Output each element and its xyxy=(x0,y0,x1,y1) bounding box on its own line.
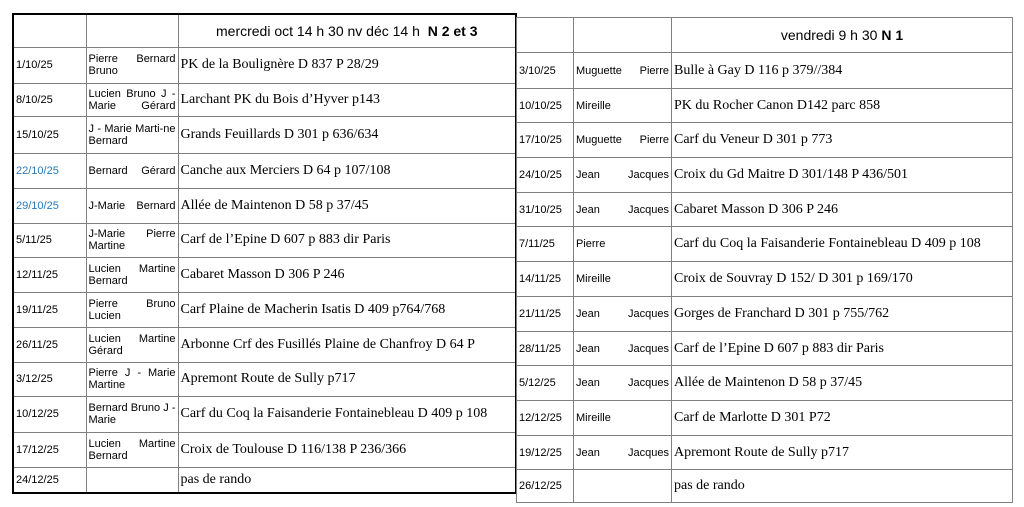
names-cell: Lucien Martine Bernard xyxy=(86,257,178,292)
date-cell: 22/10/25 xyxy=(13,153,86,188)
names-cell: Jean Jacques xyxy=(574,436,672,470)
location-cell: Canche aux Merciers D 64 p 107/108 xyxy=(178,153,516,188)
names-cell: Jean Jacques xyxy=(574,158,672,193)
location-cell: Cabaret Masson D 306 P 246 xyxy=(178,257,516,292)
location-cell: Gorges de Franchard D 301 p 755/762 xyxy=(672,297,1013,332)
table-row xyxy=(13,153,516,188)
location-cell: PK de la Boulignère D 837 P 28/29 xyxy=(178,47,516,83)
friday-schedule-table xyxy=(516,17,1013,503)
names-cell xyxy=(574,470,672,503)
header-blank-cell xyxy=(517,18,574,53)
date-cell: 15/10/25 xyxy=(13,116,86,153)
table-row xyxy=(13,188,516,223)
date-cell: 8/10/25 xyxy=(13,83,86,116)
location-cell: Carf de l’Epine D 607 p 883 dir Paris xyxy=(178,223,516,257)
names-cell: Bernard Gérard xyxy=(86,153,178,188)
table-row xyxy=(13,327,516,362)
date-cell: 26/11/25 xyxy=(13,327,86,362)
location-cell: Carf Plaine de Macherin Isatis D 409 p764/768 xyxy=(178,292,516,327)
date-cell: 21/11/25 xyxy=(517,297,574,332)
date-cell: 31/10/25 xyxy=(517,193,574,227)
location-cell: pas de rando xyxy=(178,467,516,493)
names-cell: Pierre J - Marie Martine xyxy=(86,362,178,396)
table-row xyxy=(13,116,516,153)
table-row xyxy=(517,366,1013,401)
date-cell: 3/12/25 xyxy=(13,362,86,396)
location-cell: Apremont Route de Sully p717 xyxy=(672,436,1013,470)
date-cell: 5/11/25 xyxy=(13,223,86,257)
table-row xyxy=(517,297,1013,332)
names-cell: J-Marie Pierre Martine xyxy=(86,223,178,257)
location-cell: Larchant PK du Bois d’Hyver p143 xyxy=(178,83,516,116)
table-row xyxy=(517,262,1013,297)
table-row xyxy=(517,227,1013,262)
table-row xyxy=(517,89,1013,123)
table-row xyxy=(517,53,1013,89)
location-cell: Cabaret Masson D 306 P 246 xyxy=(672,193,1013,227)
names-cell: Jean Jacques xyxy=(574,297,672,332)
names-cell: Lucien Bruno J -Marie Gérard xyxy=(86,83,178,116)
location-cell: Carf de Marlotte D 301 P72 xyxy=(672,401,1013,436)
table-row xyxy=(13,432,516,467)
names-cell: Jean Jacques xyxy=(574,193,672,227)
names-cell: Pierre Bernard Bruno xyxy=(86,47,178,83)
date-cell: 19/11/25 xyxy=(13,292,86,327)
table-row xyxy=(13,257,516,292)
names-cell: Pierre Bruno Lucien xyxy=(86,292,178,327)
names-cell: Lucien Martine Gérard xyxy=(86,327,178,362)
date-cell: 14/11/25 xyxy=(517,262,574,297)
header-blank-cell xyxy=(13,14,86,47)
date-cell: 1/10/25 xyxy=(13,47,86,83)
names-cell: Jean Jacques xyxy=(574,332,672,366)
location-cell: Carf de l’Epine D 607 p 883 dir Paris xyxy=(672,332,1013,366)
date-cell: 10/12/25 xyxy=(13,396,86,432)
location-cell: Apremont Route de Sully p717 xyxy=(178,362,516,396)
names-cell: Muguette Pierre xyxy=(574,123,672,158)
names-cell: Lucien Martine Bernard xyxy=(86,432,178,467)
location-cell: Croix du Gd Maitre D 301/148 P 436/501 xyxy=(672,158,1013,193)
location-cell: Carf du Coq la Faisanderie Fontainebleau D 409 p 108 xyxy=(178,396,516,432)
header-blank-cell xyxy=(574,18,672,53)
table-row xyxy=(13,362,516,396)
table-row xyxy=(13,292,516,327)
names-cell: Jean Jacques xyxy=(574,366,672,401)
location-cell: Croix de Toulouse D 116/138 P 236/366 xyxy=(178,432,516,467)
date-cell: 7/11/25 xyxy=(517,227,574,262)
table-row xyxy=(13,83,516,116)
date-cell: 24/12/25 xyxy=(13,467,86,493)
location-cell: Bulle à Gay D 116 p 379//384 xyxy=(672,53,1013,89)
location-cell: Allée de Maintenon D 58 p 37/45 xyxy=(178,188,516,223)
table-row xyxy=(517,332,1013,366)
date-cell: 24/10/25 xyxy=(517,158,574,193)
table-row xyxy=(517,401,1013,436)
table-row xyxy=(517,193,1013,227)
date-cell: 29/10/25 xyxy=(13,188,86,223)
names-cell: Mireille xyxy=(574,401,672,436)
location-cell: Allée de Maintenon D 58 p 37/45 xyxy=(672,366,1013,401)
date-cell: 10/10/25 xyxy=(517,89,574,123)
table-row xyxy=(13,396,516,432)
location-cell: Grands Feuillards D 301 p 636/634 xyxy=(178,116,516,153)
table-row xyxy=(13,467,516,493)
table-header-row xyxy=(13,14,516,47)
friday-header: vendredi 9 h 30 N 1 xyxy=(672,18,1013,53)
table-row xyxy=(517,436,1013,470)
date-cell: 3/10/25 xyxy=(517,53,574,89)
table-header-row xyxy=(517,18,1013,53)
table-row xyxy=(13,223,516,257)
date-cell: 17/12/25 xyxy=(13,432,86,467)
date-cell: 5/12/25 xyxy=(517,366,574,401)
location-cell: pas de rando xyxy=(672,470,1013,503)
names-cell: Pierre xyxy=(574,227,672,262)
location-cell: Carf du Veneur D 301 p 773 xyxy=(672,123,1013,158)
wednesday-header: mercredi oct 14 h 30 nv déc 14 h N 2 et 3 xyxy=(178,14,516,47)
location-cell: PK du Rocher Canon D142 parc 858 xyxy=(672,89,1013,123)
names-cell: Bernard Bruno J - Marie xyxy=(86,396,178,432)
wednesday-schedule-table xyxy=(12,13,517,494)
date-cell: 17/10/25 xyxy=(517,123,574,158)
table-row xyxy=(13,47,516,83)
date-cell: 12/11/25 xyxy=(13,257,86,292)
table-row xyxy=(517,123,1013,158)
table-row xyxy=(517,470,1013,503)
names-cell: Mireille xyxy=(574,89,672,123)
names-cell xyxy=(86,467,178,493)
location-cell: Carf du Coq la Faisanderie Fontainebleau D 409 p 108 xyxy=(672,227,1013,262)
names-cell: J-Marie Bernard xyxy=(86,188,178,223)
names-cell: Muguette Pierre xyxy=(574,53,672,89)
location-cell: Croix de Souvray D 152/ D 301 p 169/170 xyxy=(672,262,1013,297)
table-row xyxy=(517,158,1013,193)
names-cell: J - Marie Marti-ne Bernard xyxy=(86,116,178,153)
date-cell: 26/12/25 xyxy=(517,470,574,503)
date-cell: 19/12/25 xyxy=(517,436,574,470)
location-cell: Arbonne Crf des Fusillés Plaine de Chanfroy D 64 P xyxy=(178,327,516,362)
header-blank-cell xyxy=(86,14,178,47)
date-cell: 12/12/25 xyxy=(517,401,574,436)
names-cell: Mireille xyxy=(574,262,672,297)
date-cell: 28/11/25 xyxy=(517,332,574,366)
